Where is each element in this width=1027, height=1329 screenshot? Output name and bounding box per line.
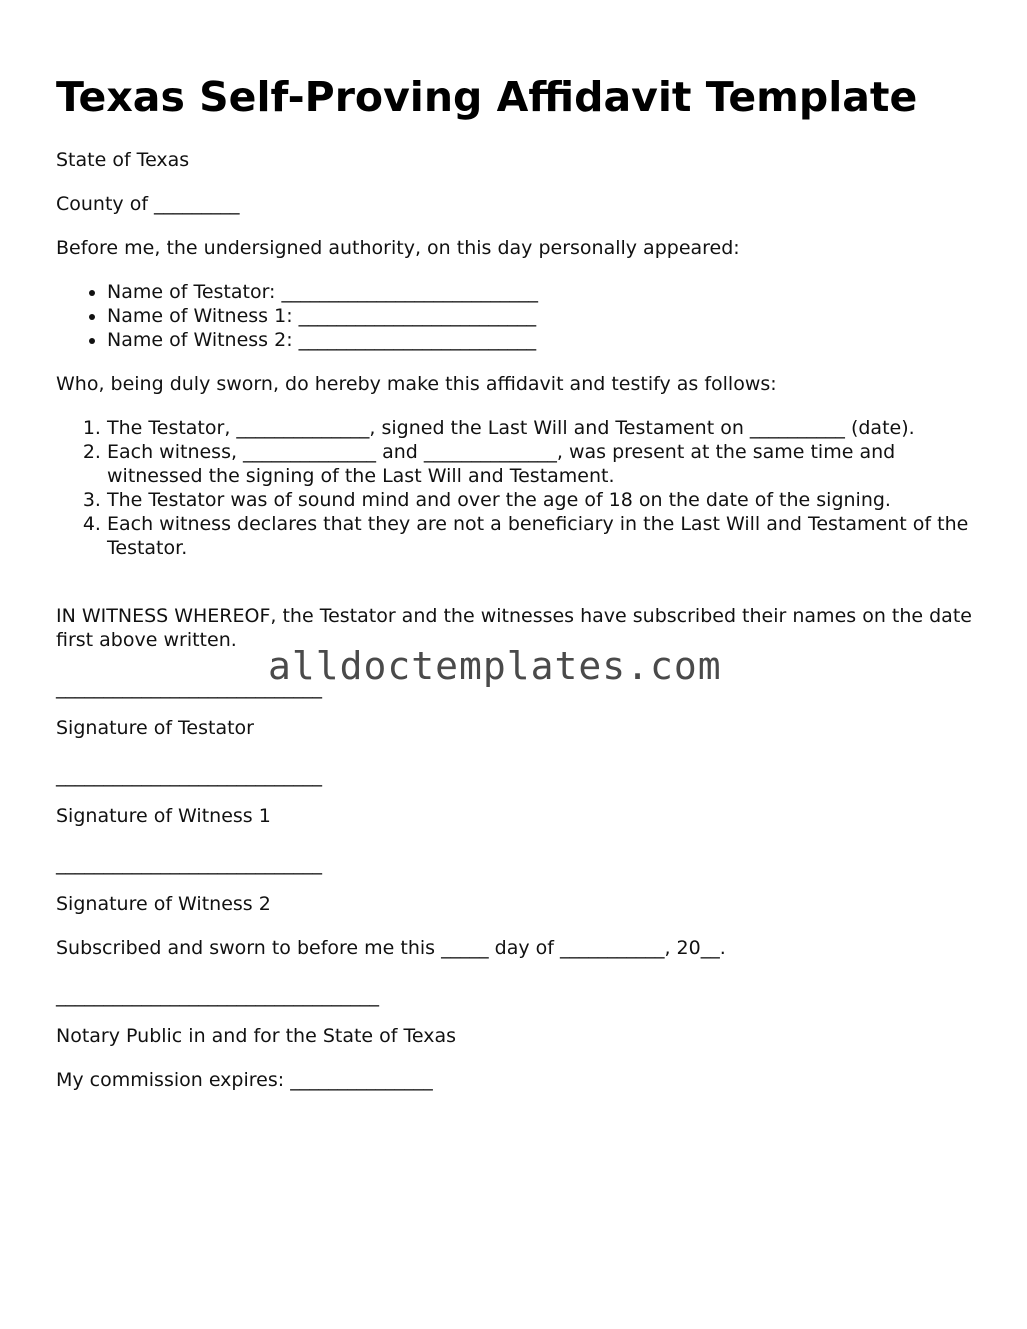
witness2-signature-line: ____________________________ — [56, 853, 322, 875]
state-line: State of Texas — [56, 149, 190, 171]
witness1-signature-line: ____________________________ — [56, 765, 322, 787]
sworn-intro: Who, being duly sworn, do hereby make this affidavit and testify as follows: — [56, 373, 777, 395]
list-item: 3. The Testator was of sound mind and over the age of 18 on the date of the signing. — [107, 488, 976, 512]
witness2-signature-label: Signature of Witness 2 — [56, 893, 271, 915]
notary-label: Notary Public in and for the State of Texas — [56, 1025, 457, 1047]
commission-expiry: My commission expires: _______________ — [56, 1069, 433, 1091]
testator-signature-line: ____________________________ — [56, 677, 322, 699]
witness-clause: IN WITNESS WHEREOF, the Testator and the witnesses have subscribed their names on the date first above written. — [56, 605, 972, 651]
list-item: 4. Each witness declares that they are not a beneficiary in the Last Will and Testament of the Testator. — [107, 512, 976, 560]
list-item: • Name of Witness 1: _________________________ — [107, 304, 538, 328]
list-item: 2. Each witness, ______________ and ______________, was present at the same time and witnessed the signing of the Last Will and Testament. — [107, 440, 976, 488]
subscribed-line: Subscribed and sworn to before me this _____ day of ___________, 20__. — [56, 937, 726, 959]
watermark-text: alldoctemplates.com — [268, 644, 722, 688]
intro-paragraph: Before me, the undersigned authority, on this day personally appeared: — [56, 237, 740, 259]
list-item: • Name of Witness 2: _________________________ — [107, 328, 538, 352]
notary-signature-line: __________________________________ — [56, 985, 379, 1007]
list-item: • Name of Testator: ___________________________ — [107, 280, 538, 304]
list-item: 1. The Testator, ______________, signed the Last Will and Testament on __________ (date). — [107, 416, 976, 440]
document-title: Texas Self-Proving Affidavit Template — [56, 73, 918, 121]
county-line: County of _________ — [56, 193, 240, 215]
testator-signature-label: Signature of Testator — [56, 717, 254, 739]
witness1-signature-label: Signature of Witness 1 — [56, 805, 271, 827]
statements-list — [56, 416, 976, 560]
appeared-list — [56, 280, 538, 352]
